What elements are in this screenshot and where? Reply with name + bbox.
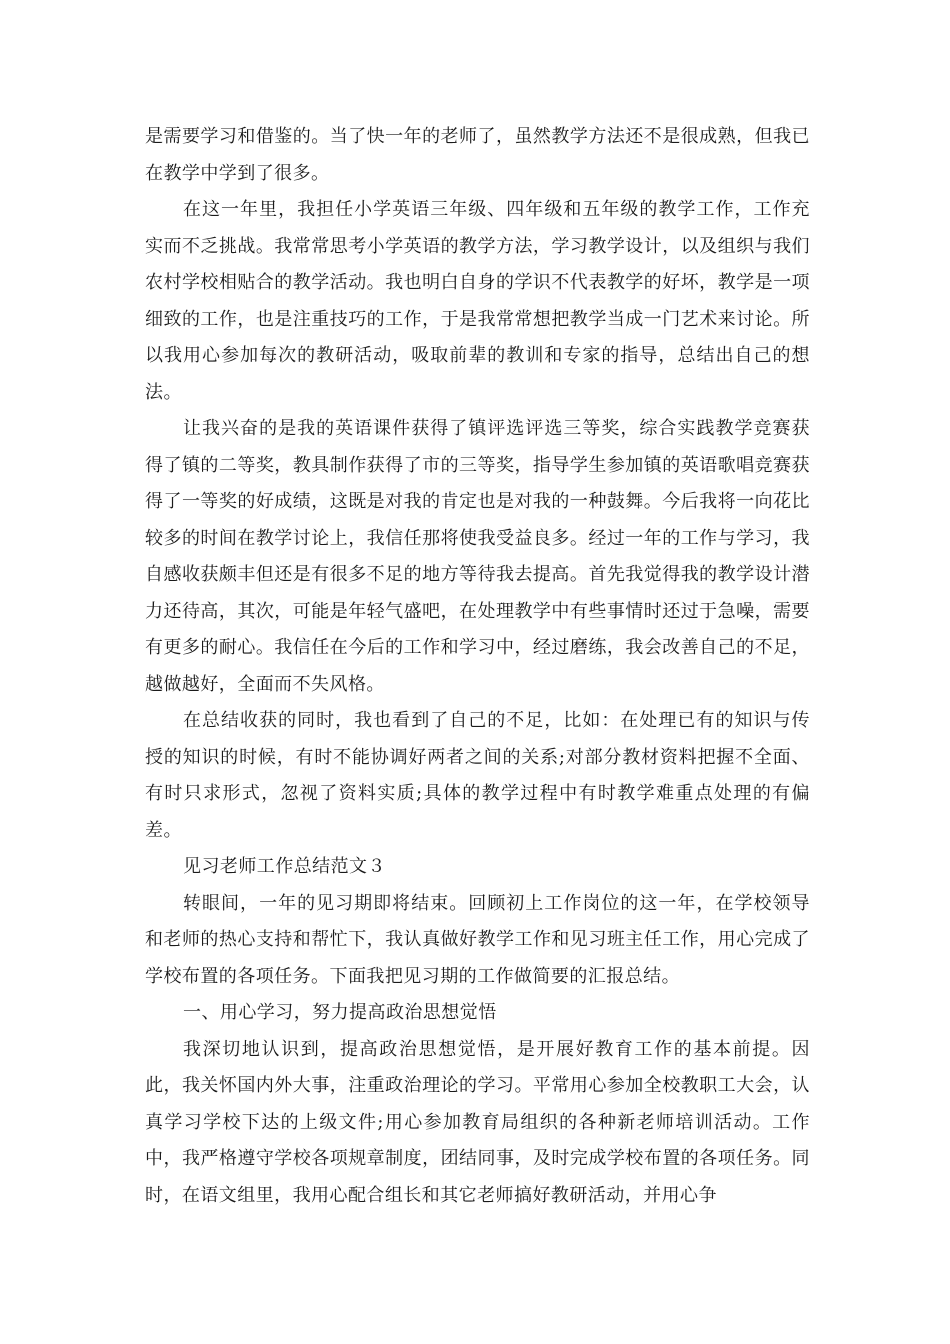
- paragraph-shortcomings: 在总结收获的同时，我也看到了自己的不足，比如：在处理已有的知识与传授的知识的时候，有时不能协调好两者之间的关系;对部分教材资料把握不全面、有时只求形式，忽视了资料实质;具体的教学过程中有时教学难重点处理的有偏差。: [145, 710, 810, 841]
- paragraph-achievements: 让我兴奋的是我的英语课件获得了镇评选评选三等奖，综合实践教学竞赛获得了镇的二等奖，教具制作获得了市的三等奖，指导学生参加镇的英语歌唱竞赛获得了一等奖的好成绩，这既是对我的肯定也是对我的一种鼓舞。今后我将一向花比较多的时间在教学讨论上，我信任那将使我受益良多。经过一年的工作与学习，我自感收获颇丰但还是有很多不足的地方等待我去提高。首先我觉得我的教学设计潜力还待高，其次，可能是年轻气盛吧，在处理教学中有些事情时还过于急噪，需要有更多的耐心。我信任在今后的工作和学习中，经过磨练，我会改善自己的不足，越做越好，全面而不失风格。: [145, 418, 810, 695]
- paragraph-political-study: 我深切地认识到，提高政治思想觉悟，是开展好教育工作的基本前提。因此，我关怀国内外大事，注重政治理论的学习。平常用心参加全校教职工大会，认真学习学校下达的上级文件;用心参加教育局组织的各种新老师培训活动。工作中，我严格遵守学校各项规章制度，团结同事，及时完成学校布置的各项任务。同时，在语文组里，我用心配合组长和其它老师搞好教研活动，并用心争: [145, 1038, 810, 1206]
- subheading-political-study: 一、用心学习，努力提高政治思想觉悟: [183, 1002, 497, 1023]
- paragraph-teaching-work: 在这一年里，我担任小学英语三年级、四年级和五年级的教学工作，工作充实而不乏挑战。我常常思考小学英语的教学方法，学习教学设计，以及组织与我们农村学校相贴合的教学活动。我也明白自身的学识不代表教学的好坏，教学是一项细致的工作，也是注重技巧的工作，于是我常常想把教学当成一门艺术来讨论。所以我用心参加每次的教研活动，吸取前辈的教训和专家的指导，总结出自己的想法。: [145, 199, 810, 403]
- paragraph-intro: 转眼间，一年的见习期即将结束。回顾初上工作岗位的这一年，在学校领导和老师的热心支持和帮忙下，我认真做好教学工作和见习班主任工作，用心完成了学校布置的各项任务。下面我把见习期的工作做简要的汇报总结。: [145, 892, 810, 987]
- paragraph-continuation: 是需要学习和借鉴的。当了快一年的老师了，虽然教学方法还不是很成熟，但我已在教学中学到了很多。: [145, 126, 810, 184]
- document-body: [145, 119, 810, 1214]
- section-heading-sample-3: 见习老师工作总结范文３: [183, 856, 386, 877]
